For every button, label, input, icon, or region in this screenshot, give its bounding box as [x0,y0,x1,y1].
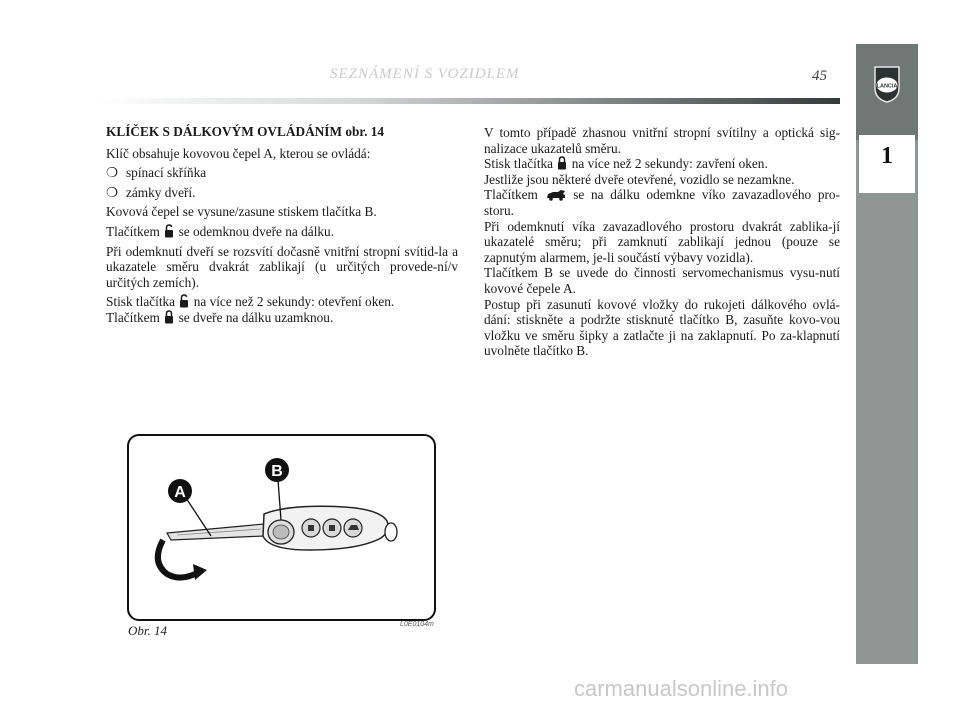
paragraph-unlock [106,224,458,240]
paragraph-doors-open: Jestliže jsou některé dveře otevřené, vozidlo se nezamkne. [484,171,795,187]
trunk-car-icon [546,189,566,201]
paragraph-blade: Kovová čepel se vysune/zasune stiskem tlačítka B. [106,204,377,220]
chapter-side-tab [856,44,918,664]
section-heading: KLÍČEK S DÁLKOVÝM OVLÁDÁNÍM obr. 14 [106,124,385,139]
paragraph-lights-off: V tomto případě zhasnou vnitřní stropní svítilny a optická sig-nalizace ukazatelů směru. [484,125,840,156]
text-fragment: na více než 2 sekundy: zavření oken. [571,156,768,172]
bullet-text: spínací skříňka [126,165,207,181]
bullet-text: zámky dveří. [126,184,196,200]
text-fragment: Tlačítkem [106,309,160,325]
header-rule [98,98,840,104]
paragraph-insert-blade: Postup při zasunutí kovové vložky do rukojeti dálkového ovlá-dání: stiskněte a podržte stisknuté tlačítko B, zasuňte kovo-vou vložku ve směru šipky a zatlačte ji na zaklapnutí. Po za-klapnutí uvolněte tlačítko B. [484,296,840,359]
paragraph-trunk [484,187,840,218]
unlock-icon [179,294,189,308]
rotation-arrow-icon [158,540,199,578]
unlock-icon [164,224,174,238]
watermark-text: carmanualsonline.info [574,676,789,701]
lock-icon [164,310,174,324]
paragraph-lights: Při odemknutí dveří se rozsvítí dočasně vnitřní stropní svítid-la a ukazatele směru dvakrát zablikají (u určitých provede-ní/v určitých zemích). [106,243,458,290]
bullet-item [106,165,458,181]
right-text-column [484,125,840,359]
chapter-number: 1 [881,143,893,169]
text-fragment: se na dálku odemkne víko zavazadlového pro-storu. [484,187,840,218]
chapter-number-box [859,135,915,193]
page-number: 45 [812,68,827,84]
paragraph-trunk-blink: Při odemknutí víka zavazadlového prostoru dvakrát zablika-jí ukazatelé směru; při zamknutí zablikají jednou (pouze se zapnutým alarmem, je-li součástí výbavy vozidla). [484,218,840,265]
figure-caption: Obr. 14 [128,623,168,638]
left-text-column [106,124,458,326]
text-fragment: na více než 2 sekundy: otevření oken. [193,294,395,310]
bullet-mark: ❍ [106,165,118,181]
key-ring-loop [385,523,397,541]
key-illustration [129,436,434,619]
paragraph-windows-open [106,294,458,310]
text-fragment: se odemknou dveře na dálku. [178,223,335,239]
bullet-mark: ❍ [106,184,118,200]
paragraph-lock [106,310,458,326]
text-fragment: se dveře na dálku uzamknou. [178,309,334,325]
intro-paragraph: Klíč obsahuje kovovou čepel A, kterou se ovládá: [106,145,371,161]
label-a: A [174,484,186,501]
paragraph-button-b: Tlačítkem B se uvede do činnosti servomechanismus vysu-nutí kovové čepele A. [484,265,840,296]
lock-icon [557,156,567,170]
header-title: SEZNÁMENÍ S VOZIDLEM [330,66,520,82]
text-fragment: Stisk tlačítka [484,156,554,172]
text-fragment: Tlačítkem [106,223,160,239]
label-b: B [271,463,283,480]
side-tab-logo-area [856,44,918,140]
paragraph-windows-close [484,156,840,172]
figure-code: L0E0104m [400,621,434,628]
bullet-item [106,185,458,201]
svg-text:LANCIA: LANCIA [876,83,898,90]
text-fragment: Stisk tlačítka [106,294,176,310]
lancia-logo-icon [871,64,903,104]
figure-frame [127,434,436,621]
text-fragment: Tlačítkem [484,187,538,203]
